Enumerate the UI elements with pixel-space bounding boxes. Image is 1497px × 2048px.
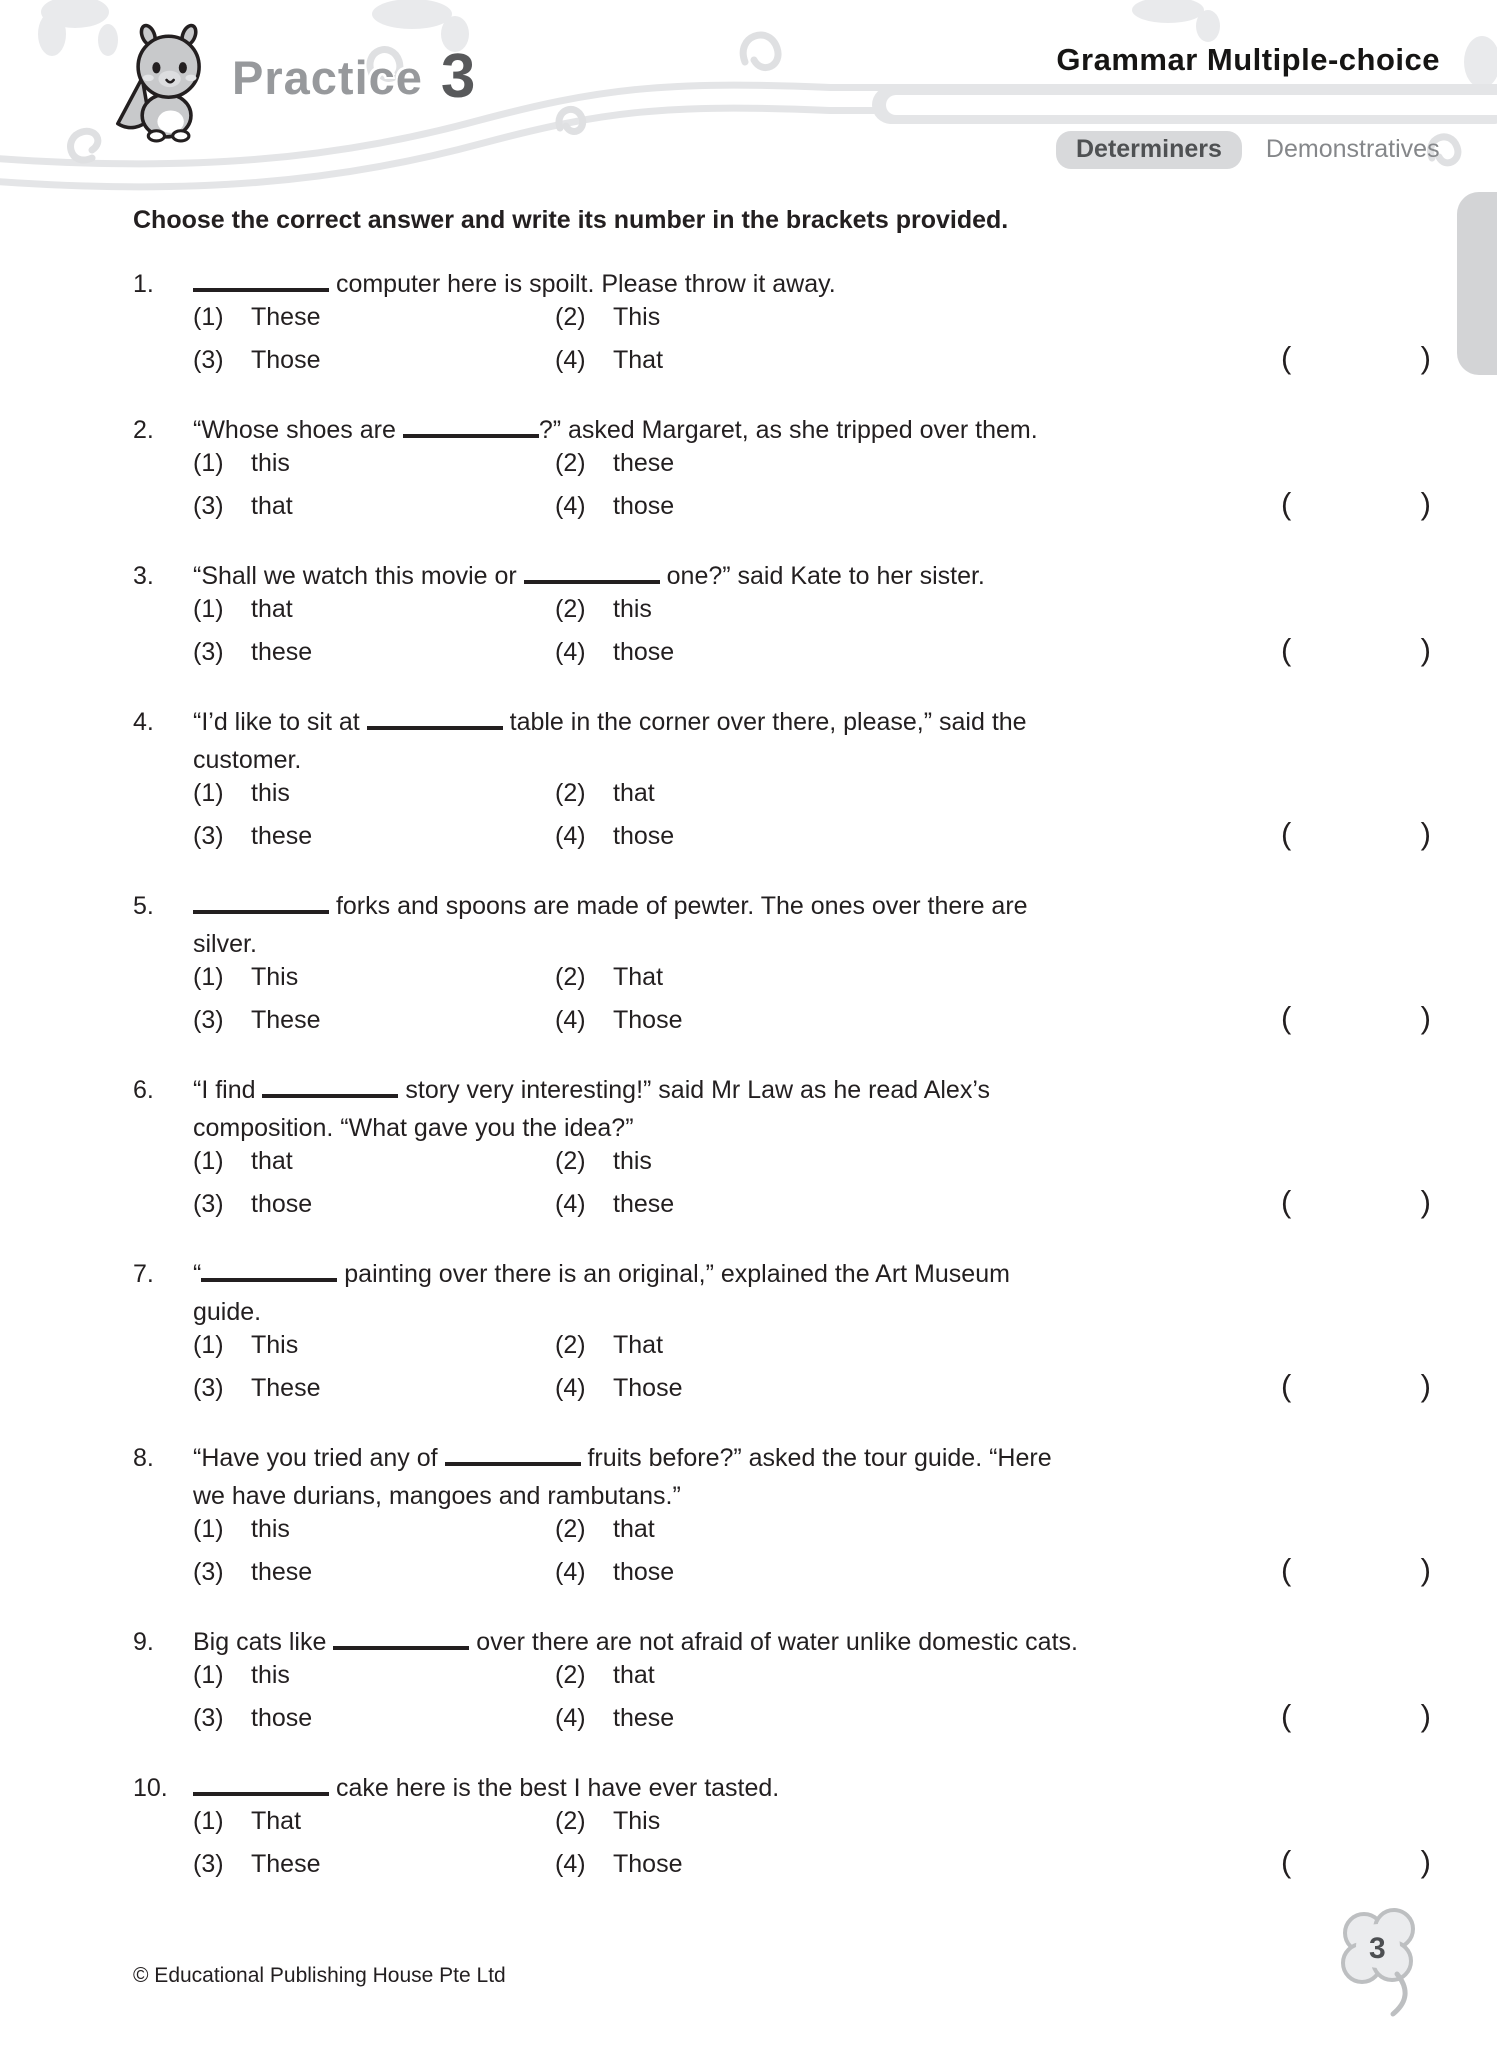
option-number: (4) (555, 1850, 586, 1878)
option (555, 449, 674, 478)
answer-blank[interactable] (524, 561, 660, 584)
bracket-open: ( (1281, 1698, 1292, 1733)
question-number: 9. (133, 1628, 154, 1656)
option (555, 1704, 674, 1733)
option-number: (4) (555, 346, 586, 374)
practice-label: Practice (232, 50, 423, 104)
option-row (193, 779, 1431, 816)
answer-blank[interactable] (193, 269, 329, 292)
option-row (193, 1368, 1431, 1405)
question-item (133, 411, 1431, 523)
option-label: these (613, 449, 675, 477)
option-row (193, 1184, 1431, 1221)
option-label: these (251, 1558, 313, 1586)
answer-brackets[interactable] (1281, 1698, 1431, 1734)
question-body (193, 557, 1431, 669)
option-label: those (251, 1190, 313, 1218)
option-row (193, 1661, 1431, 1698)
worksheet-body (0, 190, 1497, 1881)
option-label: These (251, 1374, 321, 1402)
answer-brackets[interactable] (1281, 1368, 1431, 1404)
question-body (193, 703, 1431, 853)
page-number-clover-icon (1331, 1900, 1431, 2022)
answer-blank[interactable] (201, 1259, 337, 1282)
option (555, 822, 674, 851)
question-body (193, 1769, 1431, 1881)
bracket-close: ) (1420, 632, 1431, 667)
question-text: “ painting over there is an original,” explained the Art Museum guide. (193, 1260, 1010, 1326)
option-number: (1) (193, 1807, 224, 1835)
option (555, 1807, 660, 1836)
bracket-close: ) (1420, 1552, 1431, 1587)
bracket-open: ( (1281, 632, 1292, 667)
option-label: this (251, 1661, 290, 1689)
option (193, 1515, 555, 1544)
option-number: (1) (193, 1661, 224, 1689)
option-label: This (251, 963, 299, 991)
question-item (133, 703, 1431, 853)
option-label: This (251, 1331, 299, 1359)
question-text: Big cats like over there are not afraid of water unlike domestic cats. (193, 1628, 1078, 1656)
bracket-close: ) (1420, 486, 1431, 521)
option-label: those (613, 638, 675, 666)
bracket-open: ( (1281, 1368, 1292, 1403)
option-label: Those (613, 1006, 683, 1034)
option-label: that (613, 1661, 655, 1689)
option-number: (1) (193, 1147, 224, 1175)
question-number: 10. (133, 1774, 168, 1802)
option (555, 1558, 674, 1587)
option-label: These (251, 303, 321, 331)
question-item (133, 557, 1431, 669)
question-number: 7. (133, 1260, 154, 1288)
option (555, 303, 660, 332)
bracket-open: ( (1281, 816, 1292, 851)
option-number: (4) (555, 638, 586, 666)
question-item (133, 1439, 1431, 1589)
option-label: that (251, 595, 293, 623)
option (555, 1331, 663, 1360)
option-label: That (613, 1331, 664, 1359)
option-row (193, 486, 1431, 523)
question-body (193, 1623, 1431, 1735)
question-item (133, 1255, 1431, 1405)
option-label: those (613, 1558, 675, 1586)
option-number: (1) (193, 1331, 224, 1359)
option-row (193, 449, 1431, 486)
answer-blank[interactable] (403, 415, 539, 438)
bracket-open: ( (1281, 340, 1292, 375)
question-list (133, 265, 1431, 1881)
option (555, 1374, 682, 1403)
bracket-close: ) (1420, 816, 1431, 851)
option (555, 1515, 655, 1544)
question-number: 5. (133, 892, 154, 920)
option-number: (3) (193, 1006, 224, 1034)
option-number: (4) (555, 1704, 586, 1732)
question-number: 1. (133, 270, 154, 298)
option-label: these (613, 1704, 675, 1732)
option-row (193, 1552, 1431, 1589)
option (555, 638, 674, 667)
question-text: “I find story very interesting!” said Mr Law as he read Alex’s composition. “What gave you the idea?” (193, 1076, 990, 1142)
option-number: (4) (555, 1558, 586, 1586)
option (555, 1147, 652, 1176)
question-number: 8. (133, 1444, 154, 1472)
option-label: these (613, 1190, 675, 1218)
question-text: computer here is spoilt. Please throw it away. (193, 265, 1431, 303)
option-label: Those (251, 346, 321, 374)
copyright-text: © Educational Publishing House Pte Ltd (133, 1964, 506, 1987)
question-body (193, 1255, 1431, 1405)
question-number: 4. (133, 708, 154, 736)
option-number: (2) (555, 1807, 586, 1835)
option-row (193, 1147, 1431, 1184)
option-label: that (613, 779, 655, 807)
option (555, 1661, 655, 1690)
question-text: “I’d like to sit at table in the corner over there, please,” said the customer. (193, 708, 1027, 774)
option-row (193, 303, 1431, 340)
question-number: 2. (133, 416, 154, 444)
answer-blank[interactable] (367, 707, 503, 730)
option-number: (4) (555, 1374, 586, 1402)
option-number: (3) (193, 1558, 224, 1586)
option-number: (3) (193, 1190, 224, 1218)
option (193, 1331, 555, 1360)
bracket-open: ( (1281, 1000, 1292, 1035)
option-number: (2) (555, 1331, 586, 1359)
option-number: (1) (193, 303, 224, 331)
option-label: These (251, 1006, 321, 1034)
option (193, 1006, 555, 1035)
option-number: (4) (555, 492, 586, 520)
option-label: those (613, 492, 675, 520)
option-number: (2) (555, 1515, 586, 1543)
squirrel-mascot-icon (103, 22, 221, 144)
question-text: cake here is the best I have ever tasted. (193, 1769, 1431, 1807)
option (193, 1147, 555, 1176)
option (555, 1190, 674, 1219)
option (193, 595, 555, 624)
answer-brackets[interactable] (1281, 1552, 1431, 1588)
option (193, 449, 555, 478)
option (193, 1190, 555, 1219)
question-text: forks and spoons are made of pewter. The ones over there are silver. (193, 892, 1028, 958)
answer-brackets[interactable] (1281, 340, 1431, 376)
option-number: (1) (193, 449, 224, 477)
option-number: (3) (193, 492, 224, 520)
option-label: Those (613, 1850, 683, 1878)
option-number: (3) (193, 822, 224, 850)
practice-badge (232, 42, 476, 111)
option (193, 346, 555, 375)
option-label: This (613, 303, 661, 331)
bracket-open: ( (1281, 486, 1292, 521)
option-number: (2) (555, 779, 586, 807)
question-item (133, 265, 1431, 377)
answer-brackets[interactable] (1281, 486, 1431, 522)
option-label: That (613, 346, 664, 374)
page-title: Grammar Multiple-choice (1056, 42, 1440, 77)
bracket-open: ( (1281, 1184, 1292, 1219)
option-label: that (251, 492, 293, 520)
option-label: That (251, 1807, 302, 1835)
page-header (0, 0, 1497, 190)
option-label: that (251, 1147, 293, 1175)
option-label: those (613, 822, 675, 850)
option (193, 1807, 555, 1836)
option (193, 822, 555, 851)
option-number: (3) (193, 1704, 224, 1732)
option-label: this (251, 1515, 290, 1543)
bracket-open: ( (1281, 1844, 1292, 1879)
answer-blank[interactable] (333, 1627, 469, 1650)
option-label: this (613, 595, 652, 623)
option-number: (3) (193, 1374, 224, 1402)
option-label: this (613, 1147, 652, 1175)
option-row (193, 1000, 1431, 1037)
option-number: (1) (193, 963, 224, 991)
question-body (193, 887, 1431, 1037)
question-body (193, 265, 1431, 377)
option-row (193, 1698, 1431, 1735)
option (193, 638, 555, 667)
option-number: (1) (193, 779, 224, 807)
option (555, 492, 674, 521)
option-label: these (251, 638, 313, 666)
bracket-close: ) (1420, 1368, 1431, 1403)
option (193, 1661, 555, 1690)
question-number: 6. (133, 1076, 154, 1104)
option-number: (4) (555, 1190, 586, 1218)
option-number: (4) (555, 822, 586, 850)
answer-blank[interactable] (193, 1773, 329, 1796)
instruction-text: Choose the correct answer and write its number in the brackets provided. (133, 206, 1009, 234)
answer-blank[interactable] (262, 1075, 398, 1098)
answer-brackets[interactable] (1281, 632, 1431, 668)
option-label: that (613, 1515, 655, 1543)
option-number: (3) (193, 638, 224, 666)
option-number: (2) (555, 1147, 586, 1175)
option-number: (4) (555, 1006, 586, 1034)
vine-decoration (0, 0, 1497, 210)
tag-demonstratives: Demonstratives (1265, 135, 1440, 164)
option-number: (3) (193, 1850, 224, 1878)
question-text: “Whose shoes are ?” asked Margaret, as she tripped over them. (193, 416, 1038, 444)
option-number: (2) (555, 303, 586, 331)
option-label: this (251, 779, 290, 807)
page-number: 3 (1369, 1932, 1386, 1965)
option-number: (1) (193, 1515, 224, 1543)
option-row (193, 816, 1431, 853)
option-number: (1) (193, 595, 224, 623)
option-number: (2) (555, 449, 586, 477)
question-body (193, 1071, 1431, 1221)
bracket-close: ) (1420, 1000, 1431, 1035)
option-row (193, 963, 1431, 1000)
option-label: These (251, 1850, 321, 1878)
option-row (193, 1807, 1431, 1844)
option-number: (2) (555, 963, 586, 991)
bracket-close: ) (1420, 1844, 1431, 1879)
option (555, 1006, 682, 1035)
option-row (193, 1844, 1431, 1881)
question-item (133, 1769, 1431, 1881)
option (193, 963, 555, 992)
option (193, 303, 555, 332)
option (555, 963, 663, 992)
option-row (193, 595, 1431, 632)
bracket-close: ) (1420, 340, 1431, 375)
question-text: “Shall we watch this movie or one?” said Kate to her sister. (193, 562, 985, 590)
option-number: (3) (193, 346, 224, 374)
option-label: those (251, 1704, 313, 1732)
option (193, 492, 555, 521)
option-row (193, 1515, 1431, 1552)
bracket-close: ) (1420, 1698, 1431, 1733)
bracket-close: ) (1420, 1184, 1431, 1219)
option-label: That (613, 963, 664, 991)
option (193, 1374, 555, 1403)
option-label: Those (613, 1374, 683, 1402)
option (555, 779, 655, 808)
question-body (193, 1439, 1431, 1589)
option (193, 1558, 555, 1587)
answer-brackets[interactable] (1281, 1844, 1431, 1880)
question-text: “Have you tried any of fruits before?” asked the tour guide. “Here we have durians, mangoes and rambutans.” (193, 1444, 1052, 1510)
option-row (193, 340, 1431, 377)
answer-brackets[interactable] (1281, 1184, 1431, 1220)
tag-determiners: Determiners (1056, 131, 1242, 169)
option-number: (2) (555, 595, 586, 623)
answer-blank[interactable] (445, 1443, 581, 1466)
option-label: This (613, 1807, 661, 1835)
question-item (133, 1071, 1431, 1221)
option (555, 595, 652, 624)
question-item (133, 887, 1431, 1037)
practice-number: 3 (440, 42, 476, 111)
question-body (193, 411, 1431, 523)
option-label: these (251, 822, 313, 850)
bracket-open: ( (1281, 1552, 1292, 1587)
answer-brackets[interactable] (1281, 1000, 1431, 1036)
option (193, 779, 555, 808)
option (193, 1850, 555, 1879)
option-number: (2) (555, 1661, 586, 1689)
question-number: 3. (133, 562, 154, 590)
question-item (133, 1623, 1431, 1735)
topic-tags (1056, 131, 1440, 169)
option (555, 346, 663, 375)
option-label: this (251, 449, 290, 477)
answer-brackets[interactable] (1281, 816, 1431, 852)
option-row (193, 632, 1431, 669)
answer-blank[interactable] (193, 891, 329, 914)
option (555, 1850, 682, 1879)
option-row (193, 1331, 1431, 1368)
option (193, 1704, 555, 1733)
